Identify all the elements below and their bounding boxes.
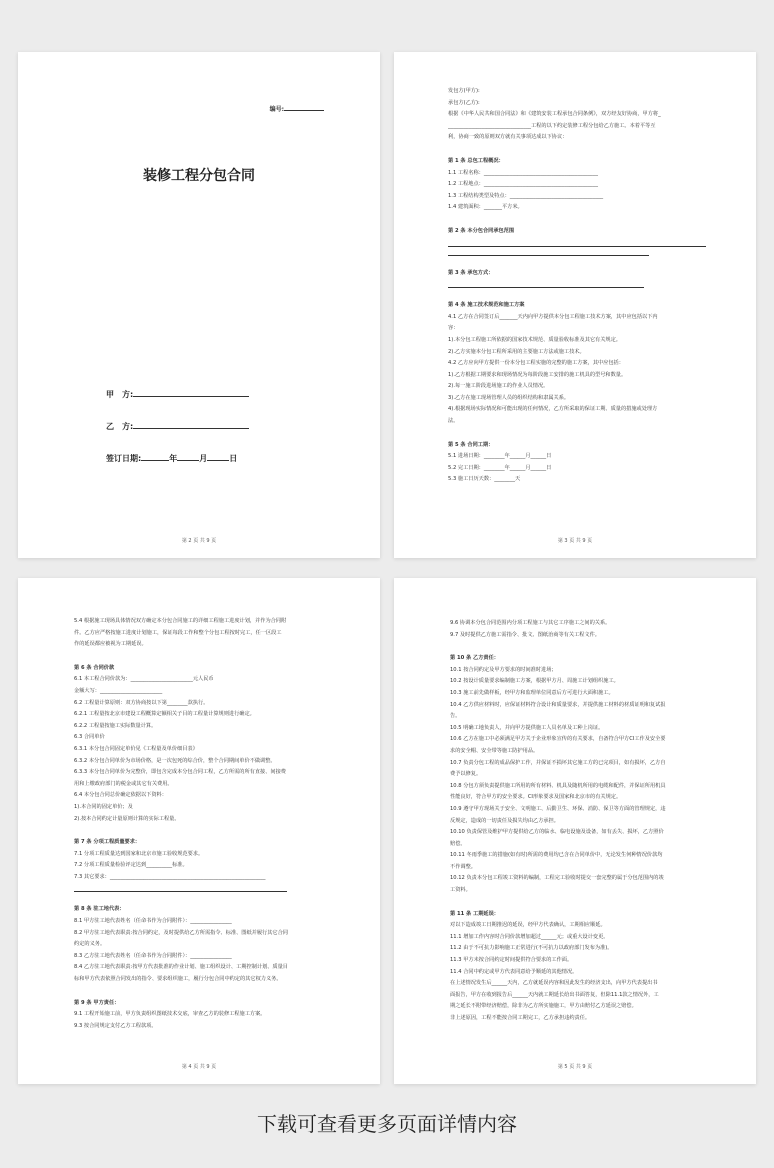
body-line: 6.3.1 本分包合同固定单价见《工程量及单价细目表》 <box>74 745 198 752</box>
blank-line <box>74 883 287 892</box>
body-line: 11.4 合同中约定或甲方代表同意给予顺延的其他情况。 <box>450 968 578 975</box>
body-line: 8.4 乙方驻工地代表职责:按甲方代表批准的作业计划、施工组织设计、工期控制计划、质量目 <box>74 964 288 971</box>
section-heading: 第 5 条 合同工期： <box>448 441 494 448</box>
body-line: 不作调整。 <box>450 863 476 870</box>
body-line: 根据《中华人民共和国合同法》和《建筑安装工程承包合同条例》，双方经友好协商，甲方将_ <box>448 111 661 118</box>
body-line: 8.1 甲方驻工地代表姓名（任命书作为合同附件）：________________ <box>74 918 232 925</box>
body-line: 1.2 工程地点：____________________________________________ <box>448 181 598 188</box>
body-line: 2).每一施工阶段进场施工的作业人员情况。 <box>448 383 549 390</box>
body-line: 发包方(甲方): <box>448 88 480 94</box>
body-line: 2).乙方实施本分包工程所采用的主要施工方法或施工技术。 <box>448 348 585 355</box>
body-line: 4.1 乙方在合同签订后_______天内向甲方提供本分包工程施工技术方案，其中应包括以下内 <box>448 313 658 320</box>
month-label: 月 <box>199 454 208 463</box>
body-line: 期之延长不附带经济赔偿，除非为乙方所实施施工，甲方由赔付乙方延误之赔偿。 <box>450 1003 637 1010</box>
page-body <box>450 618 716 1025</box>
blank-line <box>448 238 706 247</box>
party-a-label: 甲 方: <box>106 390 134 399</box>
body-line: 5.4 根据施工现场具体情况双方确定本分包合同施工的详细工程施工进度计划，并作为合同附 <box>74 618 287 624</box>
contract-page-4 <box>18 578 380 1084</box>
body-line: 1).乙方根据工期要求和现场情况为每阶段施工安排的施工机具的型号和数量。 <box>448 371 627 378</box>
body-line: 1).本合同的固定单价；及 <box>74 803 133 810</box>
section-heading: 第 2 条 本分包合同承包范围 <box>448 227 515 234</box>
body-line: 10.2 按设计质量要求编制施工方案，根据甲方月、周施工计划组织施工。 <box>450 678 619 685</box>
section-heading: 第 1 条 总包工程概况： <box>448 157 504 164</box>
body-line: 10.11 冬雨季施工的措施(如有时)所需的费用均已含在合同单价中，无论发生何种情况价款均 <box>450 852 663 859</box>
page-footer: 第 4 页 共 9 页 <box>181 1064 217 1070</box>
body-line: 非上述原因，工程不能按合同工期完工，乙方承担违约责任。 <box>450 1015 591 1021</box>
contract-number <box>270 104 324 113</box>
body-line: 用和上缴政府部门的税金或其它有关费用。 <box>74 780 173 787</box>
body-line: 10.8 分包方须负责提供施工所用的所有材料、机具及随机所用的电缆和配件，并保证所用机具 <box>450 782 666 789</box>
sign-date-field <box>106 452 237 464</box>
body-line: 6.4 本分包合同总价确定依据以下资料： <box>74 792 167 799</box>
body-line: 8.2 甲方驻工地代表职责:按合同约定，及时提供给乙方所需指令、标准、图纸并履行其它合同 <box>74 929 288 936</box>
body-line: 10.1 按合同约定及甲方要求的时间准时进场； <box>450 666 557 673</box>
body-line: ________________________________工程的以下约定装修工程分包给乙方施工。本着平等互 <box>448 122 656 129</box>
body-line: 求的安全帽、安全带等施工防护用品。 <box>450 747 539 754</box>
body-line: 10.5 明确工地负责人，并向甲方提供施工人员名单及工种上岗证。 <box>450 724 604 731</box>
body-line: 10.12 负责本分包工程竣工资料的编制，工程完工验收时提交一套完整的属于分包范围内的竣 <box>450 875 664 882</box>
body-line: 9.1 工程开始施工前，甲方负责组织图纸技术交底，审查乙方的装修工程施工方案。 <box>74 1011 266 1018</box>
body-line: 6.2.2 工程量按施工实际数量计算。 <box>74 722 157 729</box>
body-line: 4).根据现场实际情况和可能出现的任何情况，乙方所采取的保证工期、质量的措施或处理方 <box>448 406 658 413</box>
party-b-label: 乙 方: <box>106 422 134 431</box>
body-line: 7.1 分项工程质量达到国家和北京市施工验收规范要求。 <box>74 850 204 857</box>
body-line: 金额大写：________________________ <box>74 687 163 694</box>
body-line: 法。 <box>448 418 459 425</box>
body-line: 11.3 甲方未按合同约定时间提供符合要求的工作面。 <box>450 957 573 964</box>
body-line: 5.1 进场日期：________年______月______日 <box>448 453 552 460</box>
body-line: 10.6 乙方在施工中必须满足甲方关于企业形象宣传的有关要求，自备符合甲方CI工作及安全要 <box>450 736 666 743</box>
body-line: 对以下造成竣工日期推迟的延误，经甲方代表确认，工期相应顺延。 <box>450 922 606 929</box>
body-line: 告。 <box>450 713 461 720</box>
body-line: 7.3 其它要求：____________________________________________________________ <box>74 873 266 880</box>
body-line: 件。乙方应严格按施工进度计划施工，保证每段工作和整个分包工程按时完工，任一区段工 <box>74 629 282 636</box>
party-b-blank <box>133 420 249 429</box>
body-line: 利，协商一致的原则双方就有关事项达成以下协议： <box>448 134 568 141</box>
contract-page-3 <box>394 52 756 558</box>
page-body <box>74 616 340 1032</box>
body-line: 5.2 完工日期：________年______月______日 <box>448 464 552 471</box>
body-line: 5.3 施工日历天数：________天 <box>448 476 521 483</box>
body-line: 6.3.2 本分包合同单价为市场价格，是一次包死的综合价，整个合同期间单价不做调整。 <box>74 757 276 764</box>
body-line: 在上述情况发生后______天内，乙方就延误内容和因此发生的经济支出，向甲方代表提出书 <box>450 980 658 987</box>
body-line: 作的延误都应被视为工期延误。 <box>74 641 147 648</box>
body-line: 性能良好，符合甲方的安全要求。CI形象要求及国家和北京市的有关规定。 <box>450 794 622 801</box>
body-line: 10.7 负责分包工程的成品保护工作，并保证不损坏其它施工方的已完项目，如有损坏，乙方自 <box>450 759 666 766</box>
body-line: 9.7 及时提供乙方施工需指令、批文、图纸治商等有关工程文件。 <box>450 631 600 638</box>
contract-number-label: 编号: <box>269 106 284 113</box>
body-line: 10.3 施工前先做样板，经甲方和监理单位同意后方可进行大面积施工。 <box>450 689 614 696</box>
body-line: 11.2 由于不可抗力影响施工正常进行(不可抗力以政府部门发布为准)。 <box>450 945 613 952</box>
body-line: 8.3 乙方驻工地代表姓名（任命书作为合同附件）：________________ <box>74 952 232 959</box>
download-caption: 下载可查看更多页面详情内容 <box>257 1112 517 1136</box>
sign-date-label: 签订日期: <box>106 454 142 463</box>
contract-page-5 <box>394 578 756 1084</box>
party-b-field <box>106 420 249 432</box>
body-line: 约定的义务。 <box>74 941 106 948</box>
section-heading: 第 9 条 甲方责任： <box>74 999 120 1006</box>
body-line: 3).乙方在施工现场管理人员的组织结构和隶属关系。 <box>448 394 570 401</box>
body-line: 承包方(乙方): <box>448 99 480 106</box>
page-footer: 第 5 页 共 9 页 <box>557 1064 593 1070</box>
body-line: 容： <box>448 325 459 332</box>
body-line: 反规定，造成的一切责任及损失均由乙方承担。 <box>450 817 559 824</box>
body-line: 9.3 按合同规定支付乙方工程款项。 <box>74 1022 157 1029</box>
blank-line <box>448 247 649 256</box>
section-heading: 第 6 条 合同价款 <box>74 664 115 671</box>
body-line: 4.2 乙方应向甲方提供一份本分包工程实施的完整的施工方案，其中应包括： <box>448 360 624 367</box>
contract-cover-page <box>18 52 380 558</box>
year-label: 年 <box>169 454 178 463</box>
body-line: 10.9 遵守甲方现场关于安全、文明施工、后勤卫生、环保、消防、保卫等方面的管理规定，违 <box>450 805 666 812</box>
body-line: 赔偿。 <box>450 840 466 847</box>
body-line: 1).本分包工程施工所依据的国家技术规范、质量验收标准及其它有关规定。 <box>448 336 621 343</box>
section-heading: 第 11 条 工期延误： <box>450 910 499 917</box>
body-line: 2).按本合同约定计量原则计算的实际工程量。 <box>74 815 180 822</box>
section-heading: 第 4 条 施工技术规范和施工方案 <box>448 302 525 309</box>
blank-line <box>448 279 644 288</box>
party-a-blank <box>133 388 249 397</box>
body-line: 1.3 工程结构类型及特点：____________________________________ <box>448 192 604 199</box>
body-line: 工资料。 <box>450 887 471 894</box>
page-footer: 第 3 页 共 9 页 <box>557 538 593 544</box>
body-line: 6.2 工程量计算原则：双方协商按以下第________款执行。 <box>74 699 209 706</box>
page-body <box>448 86 706 486</box>
body-line: 6.1 本工程合同价款为：________________________元人民币 <box>74 676 214 683</box>
body-line: 标和甲方代表依照合同发出的指令、要求组织施工，履行分包合同中约定的其它权力义务。 <box>74 976 282 983</box>
body-line: 6.3.3 本分包合同单价为完整价，即包含完成本分包合同工程，乙方所需的所有直接、间接费 <box>74 769 286 776</box>
body-line: 7.2 分项工程质量检验评定达到__________标准。 <box>74 862 188 869</box>
body-line: 9.6 协调本分包合同范围内分项工程施工与其它工序施工之间的关系。 <box>450 620 611 626</box>
party-a-field <box>106 388 249 400</box>
section-heading: 第 3 条 承包方式： <box>448 269 494 276</box>
body-line: 10.4 乙方供应材料时，应保证材料符合设计和质量要求，并提供施工材料的材质证明和复试报 <box>450 701 666 708</box>
body-line: 6.3 合同单价 <box>74 734 105 741</box>
section-heading: 第 10 条 乙方责任： <box>450 655 499 662</box>
body-line: 11.1 增加工作内容时合同价款增加超过______元；或重大设计变更。 <box>450 933 609 940</box>
document-title: 装修工程分包合同 <box>143 168 255 184</box>
day-label: 日 <box>229 454 238 463</box>
page-footer: 第 2 页 共 9 页 <box>181 538 217 544</box>
body-line: 1.1 工程名称：____________________________________________ <box>448 169 598 176</box>
body-line: 面报告，甲方在收到报告后______天内就工期延长给出书面答复，但除11.1款之情况外，工 <box>450 991 659 998</box>
contract-number-blank <box>284 104 324 111</box>
section-heading: 第 7 条 分项工程质量要求： <box>74 839 141 846</box>
body-line: 6.2.1 工程量按北京市建设工程概算定额相关子目的工程量计算规则进行确定。 <box>74 711 255 718</box>
body-line: 1.4 建筑面积：_______平方米。 <box>448 204 523 211</box>
body-line: 费予以修复。 <box>450 771 482 778</box>
body-line: 10.10 负责保管及维护甲方提供给乙方的临水、临电设施及设备，如有丢失、损坏，乙方照价 <box>450 829 664 836</box>
section-heading: 第 8 条 驻工地代表： <box>74 906 125 913</box>
